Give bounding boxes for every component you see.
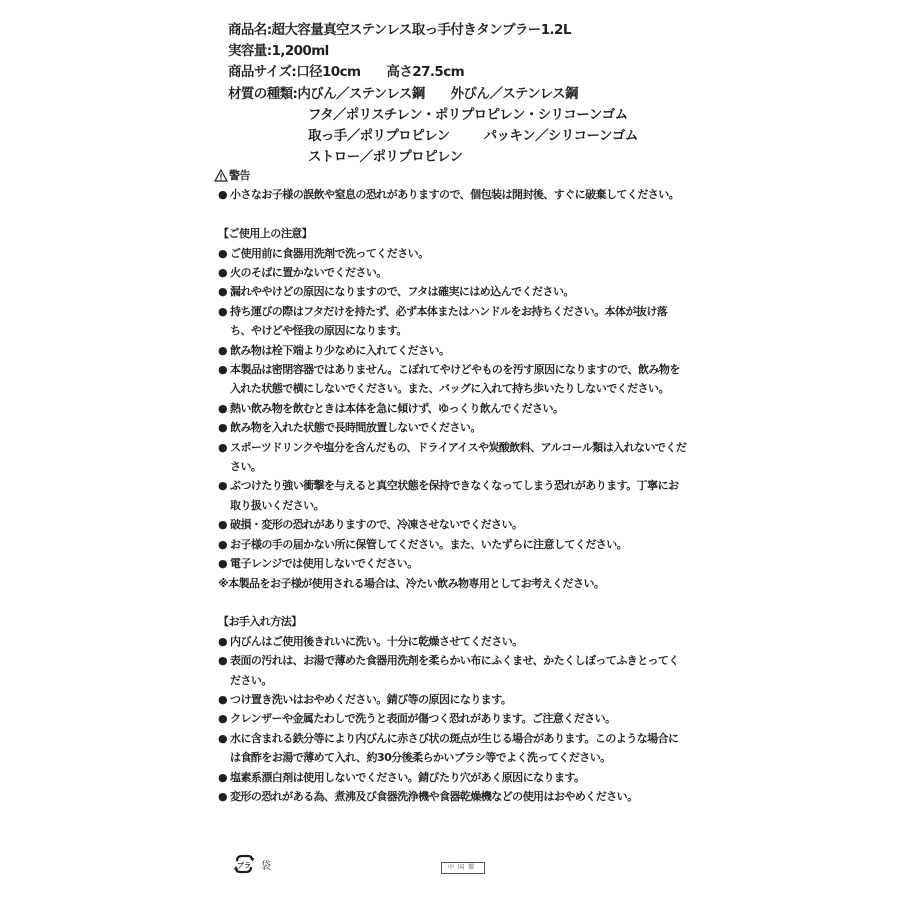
warning-item: ● 小さなお子様の誤飲や窒息の恐れがありますので、個包装は開封後、すぐに破棄してください。 (218, 188, 680, 202)
usage-item: ● お子様の手の届かない所に保管してください。また、いたずらに注意してください。 (218, 537, 628, 551)
spec-label: 材質の種類: (228, 85, 298, 102)
usage-note: ※本製品をお子様が使用される場合は、冷たい飲み物専用としてお考えください。 (218, 576, 605, 590)
spec-label: 商品サイズ: (228, 64, 297, 81)
spec-value: 内びん／ステンレス鋼 (297, 85, 425, 102)
country-of-origin: 中国製 (441, 862, 485, 874)
spec-material-lid (228, 105, 638, 126)
spec-value: 取っ手／ポリプロピレン (308, 128, 450, 145)
spec-label: 実容量: (228, 43, 272, 60)
spec-size (228, 62, 638, 83)
notice-body (218, 166, 688, 806)
warning-title: 警告 (229, 169, 250, 182)
spec-value: 高さ27.5cm (386, 64, 465, 81)
care-item: ● 表面の汚れは、お湯で薄めた食器用洗剤を柔らかい布にふくませ、かたくしぼってふきとってください。 (218, 654, 679, 687)
usage-item: ● 熱い飲み物を飲むときは本体を急に傾けず、ゆっくり飲んでください。 (218, 401, 564, 415)
spec-value: 超大容量真空ステンレス取っ手付きタンブラー1.2L (271, 22, 571, 38)
usage-item: ● 本製品は密閉容器ではありません。こぼれてやけどやものを汚す原因になりますので、飲み物を入れた状態で横にしないでください。また、バッグに入れて持ち歩いたりしないでください。 (218, 363, 680, 396)
care-item: ● 内びんはご使用後きれいに洗い。十分に乾燥させてください。 (218, 634, 523, 648)
care-item: ● 塩素系漂白剤は使用しないでください。錆びたり穴があく原因になります。 (218, 770, 585, 784)
svg-text:プラ: プラ (237, 861, 251, 870)
spec-capacity (228, 41, 638, 62)
care-heading: 【お手入れ方法】 (218, 615, 302, 629)
spec-value: パッキン／シリコーンゴム (483, 128, 638, 145)
pla-recycle-icon (233, 853, 255, 875)
usage-item: ● 火のそばに置かないでください。 (218, 266, 387, 280)
usage-heading: 【ご使用上の注意】 (218, 227, 313, 241)
usage-item: ● 飲み物を入れた状態で長時間放置しないでください。 (218, 421, 481, 435)
spec-value: 口径10cm (296, 64, 361, 81)
spec-product-name (228, 20, 638, 41)
care-item: ● クレンザーや金属たわしで洗うと表面が傷つく恐れがあります。ご注意ください。 (218, 712, 616, 726)
spec-value: 1,200ml (271, 43, 329, 60)
usage-item: ● 漏れややけどの原因になりますので、フタは確実にはめ込んでください。 (218, 285, 574, 299)
spec-material (228, 84, 638, 105)
spec-value: 外びん／ステンレス鋼 (450, 85, 578, 102)
recycle-mark (233, 853, 271, 875)
usage-item: ● 持ち運びの際はフタだけを持たず、必ず本体またはハンドルをお持ちください。本体が抜け落ち、やけどや怪我の原因になります。 (218, 304, 668, 338)
spec-material-handle (228, 126, 638, 147)
care-item: ● つけ置き洗いはおやめください。錆び等の原因になります。 (218, 692, 512, 706)
usage-item: ● 破損・変形の恐れがありますので、冷凍させないでください。 (218, 518, 523, 532)
care-item: ● 水に含まれる鉄分等により内びんに赤さび状の斑点が生じる場合があります。このような場合には食酢をお湯で薄めて入れ、約30分後柔らかいブラシ等でよく洗ってください。 (218, 731, 679, 765)
usage-item: ● ご使用前に食器用洗剤で洗ってください。 (218, 246, 429, 260)
product-spec (228, 20, 638, 168)
recycle-label: 袋 (261, 860, 271, 872)
usage-item: ● ぶつけたり強い衝撃を与えると真空状態を保持できなくなってしまう恐れがあります。丁寧にお取り扱いください。 (218, 479, 679, 512)
usage-item: ● 飲み物は栓下端より少なめに入れてください。 (218, 343, 450, 357)
usage-item: ● 電子レンジでは使用しないでください。 (218, 557, 418, 571)
spec-value: フタ／ポリスチレン・ポリプロピレン・シリコーンゴム (308, 106, 628, 123)
warning-heading (214, 166, 688, 185)
care-item: ● 変形の恐れがある為、煮沸及び食器洗浄機や食器乾燥機などの使用はおやめください。 (218, 789, 638, 803)
spec-value: ストロー／ポリプロピレン (308, 149, 463, 166)
spec-label: 商品名: (228, 22, 272, 38)
usage-item: ● スポーツドリンクや塩分を含んだもの、ドライアイスや炭酸飲料、アルコール類は入れないでください。 (218, 440, 687, 474)
warning-triangle-icon (214, 169, 228, 182)
